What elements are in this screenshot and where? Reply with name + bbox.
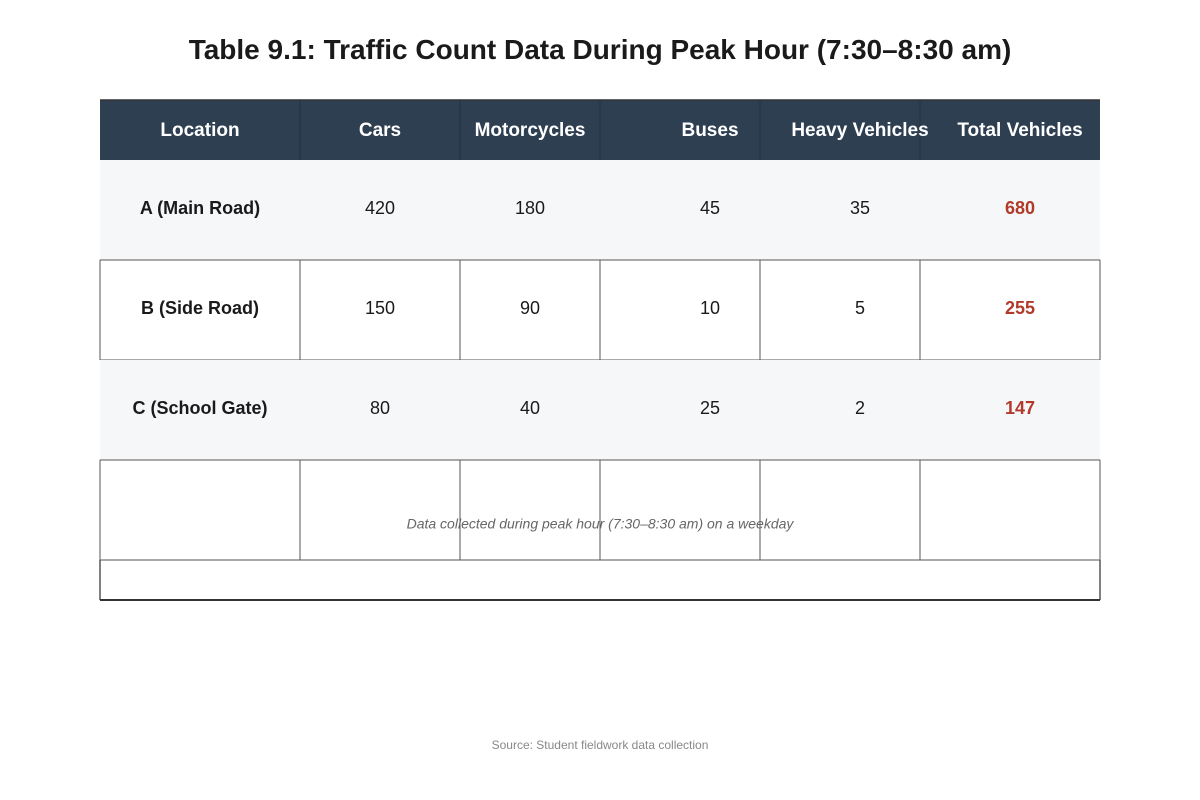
table-cell: 45 [699, 197, 721, 218]
column-header: Heavy Vehicles [791, 120, 929, 142]
table-cell: 180 [514, 197, 546, 218]
total-cell: 147 [1004, 397, 1036, 418]
table-cell: 80 [369, 397, 391, 418]
table-note: Data collected during peak hour (7:30–8:30 am) on a weekday [406, 515, 794, 532]
total-cell: 255 [1004, 297, 1036, 318]
column-header: Cars [358, 120, 402, 142]
table-cell: 90 [519, 297, 541, 318]
column-header: Buses [681, 120, 739, 142]
table-cell: 25 [699, 397, 721, 418]
table-title: Table 9.1: Traffic Count Data During Peak Hour (7:30–8:30 am) [188, 34, 1012, 65]
table-cell: 10 [699, 297, 721, 318]
column-header: Total Vehicles [957, 120, 1083, 142]
table-cell: 420 [364, 197, 396, 218]
location-cell: C (School Gate) [132, 397, 268, 418]
location-cell: B (Side Road) [140, 297, 260, 318]
table-cell: 5 [854, 297, 866, 318]
total-cell: 680 [1004, 197, 1036, 218]
column-header: Motorcycles [474, 120, 586, 142]
table-cell: 40 [519, 397, 541, 418]
location-cell: A (Main Road) [139, 197, 261, 218]
table-cell: 2 [854, 397, 866, 418]
source-note: Source: Student fieldwork data collection [491, 738, 709, 752]
column-header: Location [160, 120, 240, 142]
table-cell: 150 [364, 297, 396, 318]
table-cell: 35 [849, 197, 871, 218]
